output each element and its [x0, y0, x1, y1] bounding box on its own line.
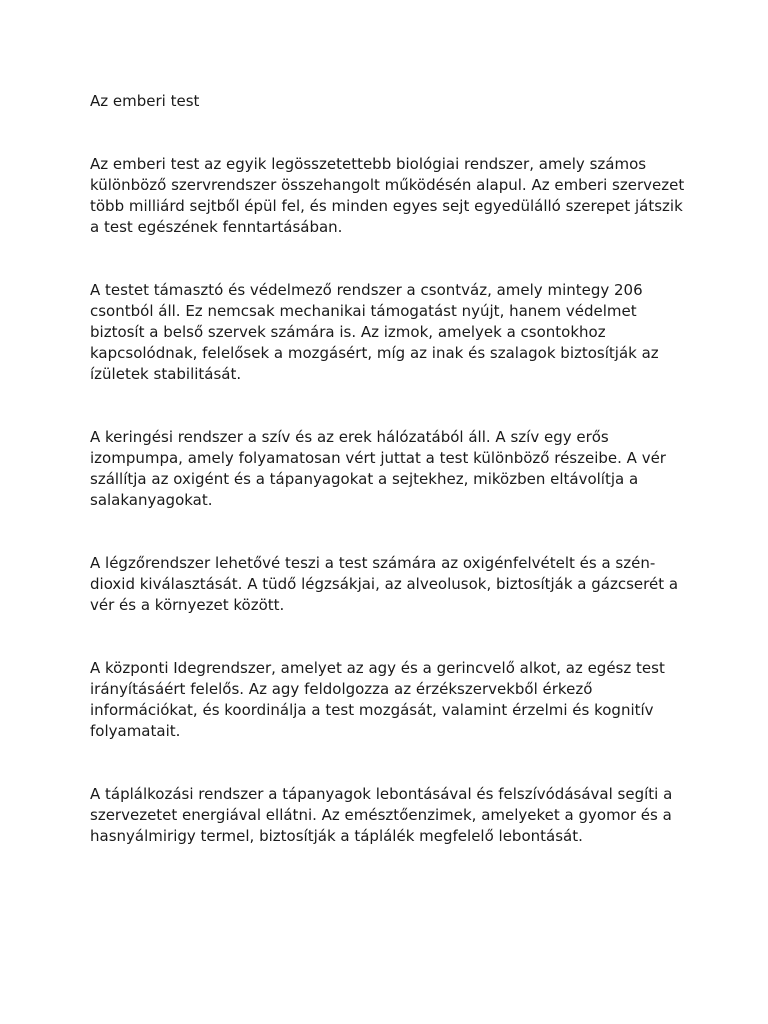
document-page: [90, 91, 690, 847]
paragraph-5: A központi Idegrendszer, amelyet az agy és a gerincvelő alkot, az egész test irányításáért felelős. Az agy feldolgozza az érzékszervekből érkező információkat, és koordinálja a test mozgását, valamint érzelmi és kognitív folyamatait.: [90, 659, 665, 740]
paragraph-3: A keringési rendszer a szív és az erek hálózatából áll. A szív egy erős izompumpa, amely folyamatosan vért juttat a test különböző részeibe. A vér szállítja az oxigént és a tápanyagokat a sejtekhez, miközben eltávolítja a salakanyagokat.: [90, 428, 666, 509]
paragraph-2: A testet támasztó és védelmező rendszer a csontváz, amely mintegy 206 csontból áll. Ez nemcsak mechanikai támogatást nyújt, hanem védelmet biztosít a belső szervek számára is. Az izmok, amelyek a csontokhoz kapcsolódnak, felelősek a mozgásért, míg az inak és szalagok biztosítják az ízületek stabilitását.: [90, 281, 659, 383]
document-title: Az emberi test: [90, 92, 200, 110]
paragraph-6: A táplálkozási rendszer a tápanyagok lebontásával és felszívódásával segíti a szervezetet energiával ellátni. Az emésztőenzimek, amelyeket a gyomor és a hasnyálmirigy termel, biztosítják a táplálék megfelelő lebontását.: [90, 785, 673, 845]
paragraph-1: Az emberi test az egyik legösszetettebb biológiai rendszer, amely számos különböző szervrendszer összehangolt működésén alapul. Az emberi szervezet több milliárd sejtből épül fel, és minden egyes sejt egyedülálló szerepet játszik a test egészének fenntartásában.: [90, 155, 685, 236]
paragraph-4: A légzőrendszer lehetővé teszi a test számára az oxigénfelvételt és a szén-dioxid kiválasztását. A tüdő légzsákjai, az alveolusok, biztosítják a gázcserét a vér és a környezet között.: [90, 554, 679, 614]
